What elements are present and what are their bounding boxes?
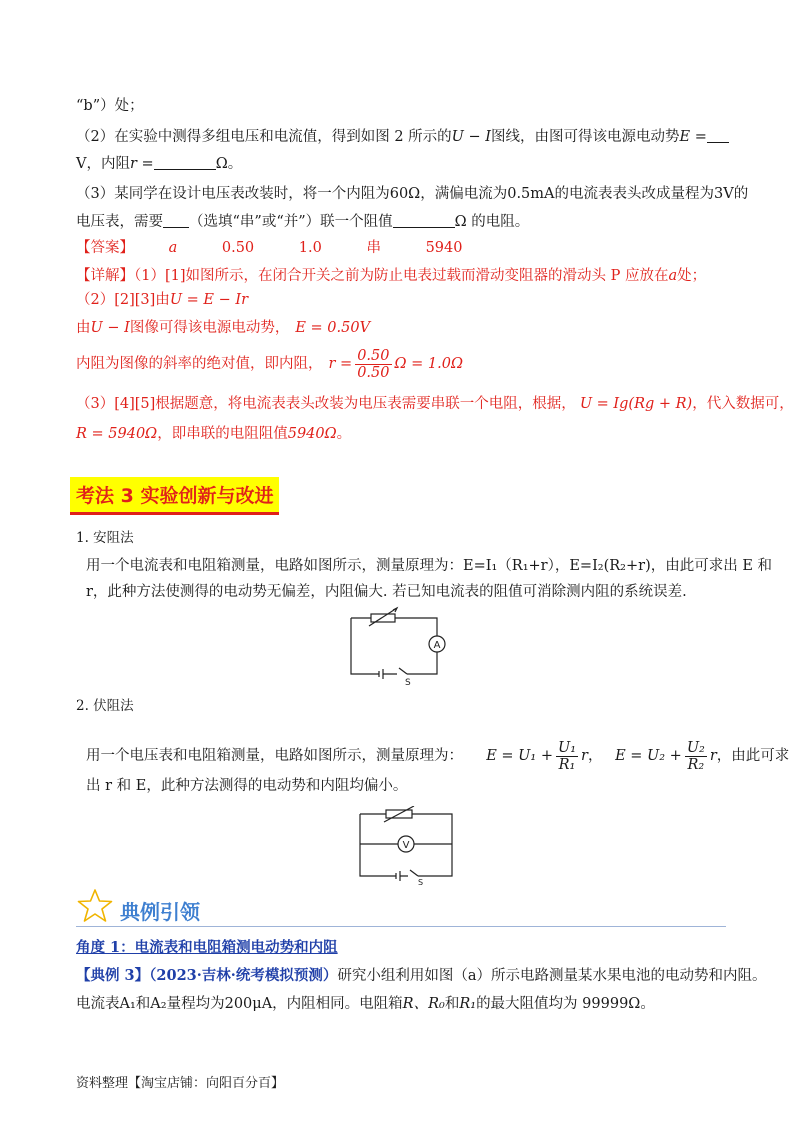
voltmeter-label: V — [402, 840, 410, 851]
method-2-para-1: 用一个电压表和电阻箱测量，电路如图所示，测量原理为： E = U₁ + $\frac{\text{U₁}}{\text{R₁}}$ r， E = U₂ + $\frac{\text{U₂}}{\text{R₂}}$ r，由此可求 — [86, 739, 790, 773]
answer-value-2: 0.50 — [221, 240, 255, 256]
detail-line-3: 由U − I图像可得该电源电动势， E = 0.50V — [76, 320, 371, 336]
answer-blank-connection — [163, 213, 189, 228]
angle-title: 角度 1：电流表和电阻箱测电动势和内阻 — [76, 939, 338, 956]
problem-line-0: “b”）处； — [76, 98, 144, 114]
answer-value-1: a — [168, 240, 178, 256]
example-line-1: 【典例 3】（2023·吉林·统考模拟预测）研究小组利用如图（a）所示电路测量某水果电池的电动势和内阻。 — [76, 967, 767, 984]
answer-blank-emf — [707, 128, 729, 143]
star-icon — [76, 888, 114, 924]
question-2-line-1: （2）在实验中测得多组电压和电流值，得到如图 2 所示的U − I图线，由图可得该电源电动势E = — [76, 127, 729, 147]
answer-blank-value — [393, 213, 455, 228]
method-2-para-2: 出 r 和 E，此种方法测得的电动势和内阻均偏小。 — [86, 778, 408, 794]
question-3-line-2: 电压表，需要 （选填“串”或“并”）联一个阻值 Ω 的电阻。 — [76, 214, 530, 230]
method-1-para-2: r，此种方法使测得的电动势无偏差，内阻偏大. 若已知电流表的阻值可消除测内阻的系统误差. — [86, 584, 687, 600]
detail-line-1: 【详解】（1）[1]如图所示，在闭合开关之前为防止电表过载而滑动变阻器的滑动头 P 应放在a处； — [76, 268, 707, 284]
method-1-title: 1. 安阻法 — [76, 530, 134, 546]
circuit-diagram-voltmeter — [356, 806, 460, 886]
footer-note: 资料整理【淘宝店铺：向阳百分百】 — [76, 1076, 285, 1091]
answer-value-4: 串 — [366, 240, 381, 256]
answer-line: 【答案】 a 0.50 1.0 串 5940 — [76, 240, 463, 256]
divider-line — [76, 926, 726, 927]
detail-line-5: （3）[4][5]根据题意，将电流表表头改装为电压表需要串联一个电阻，根据， U = Ig(Rg + R)，代入数据可， — [76, 396, 794, 412]
answer-value-3: 1.0 — [298, 240, 322, 256]
answer-blank-resistance — [154, 155, 216, 170]
circuit-diagram-ammeter — [345, 606, 455, 686]
detail-line-4: 内阻为图像的斜率的绝对值，即内阻， r = $\frac{0.50}{0.50}$ Ω = 1.0Ω — [76, 347, 463, 381]
example-line-2: 电流表A₁和A₂量程均为200μA，内阻相同。电阻箱R、R₀和R₁的最大阻值均为 99999Ω。 — [76, 996, 655, 1012]
section-title: 考法 3 实验创新与改进 — [70, 477, 279, 515]
answer-value-5: 5940 — [425, 240, 463, 256]
switch-label-2: S — [418, 878, 424, 886]
example-section-title: 典例引领 — [120, 900, 200, 924]
switch-label: S — [405, 678, 411, 686]
detail-line-2: （2）[2][3]由U = E − Ir — [76, 292, 249, 308]
question-2-line-2: V，内阻r = Ω。 — [76, 156, 243, 172]
method-1-para-1: 用一个电流表和电阻箱测量，电路如图所示，测量原理为：E=I₁（R₁+r），E=I₂(R₂+r)，由此可求出 E 和 — [86, 558, 773, 574]
detail-line-6: R = 5940Ω，即串联的电阻阻值5940Ω。 — [76, 426, 352, 442]
method-2-title: 2. 伏阻法 — [76, 698, 134, 714]
ammeter-label: A — [433, 640, 441, 651]
question-3-line-1: （3）某同学在设计电压表改装时，将一个内阻为60Ω，满偏电流为0.5mA的电流表表头改成量程为3V的 — [76, 186, 749, 202]
